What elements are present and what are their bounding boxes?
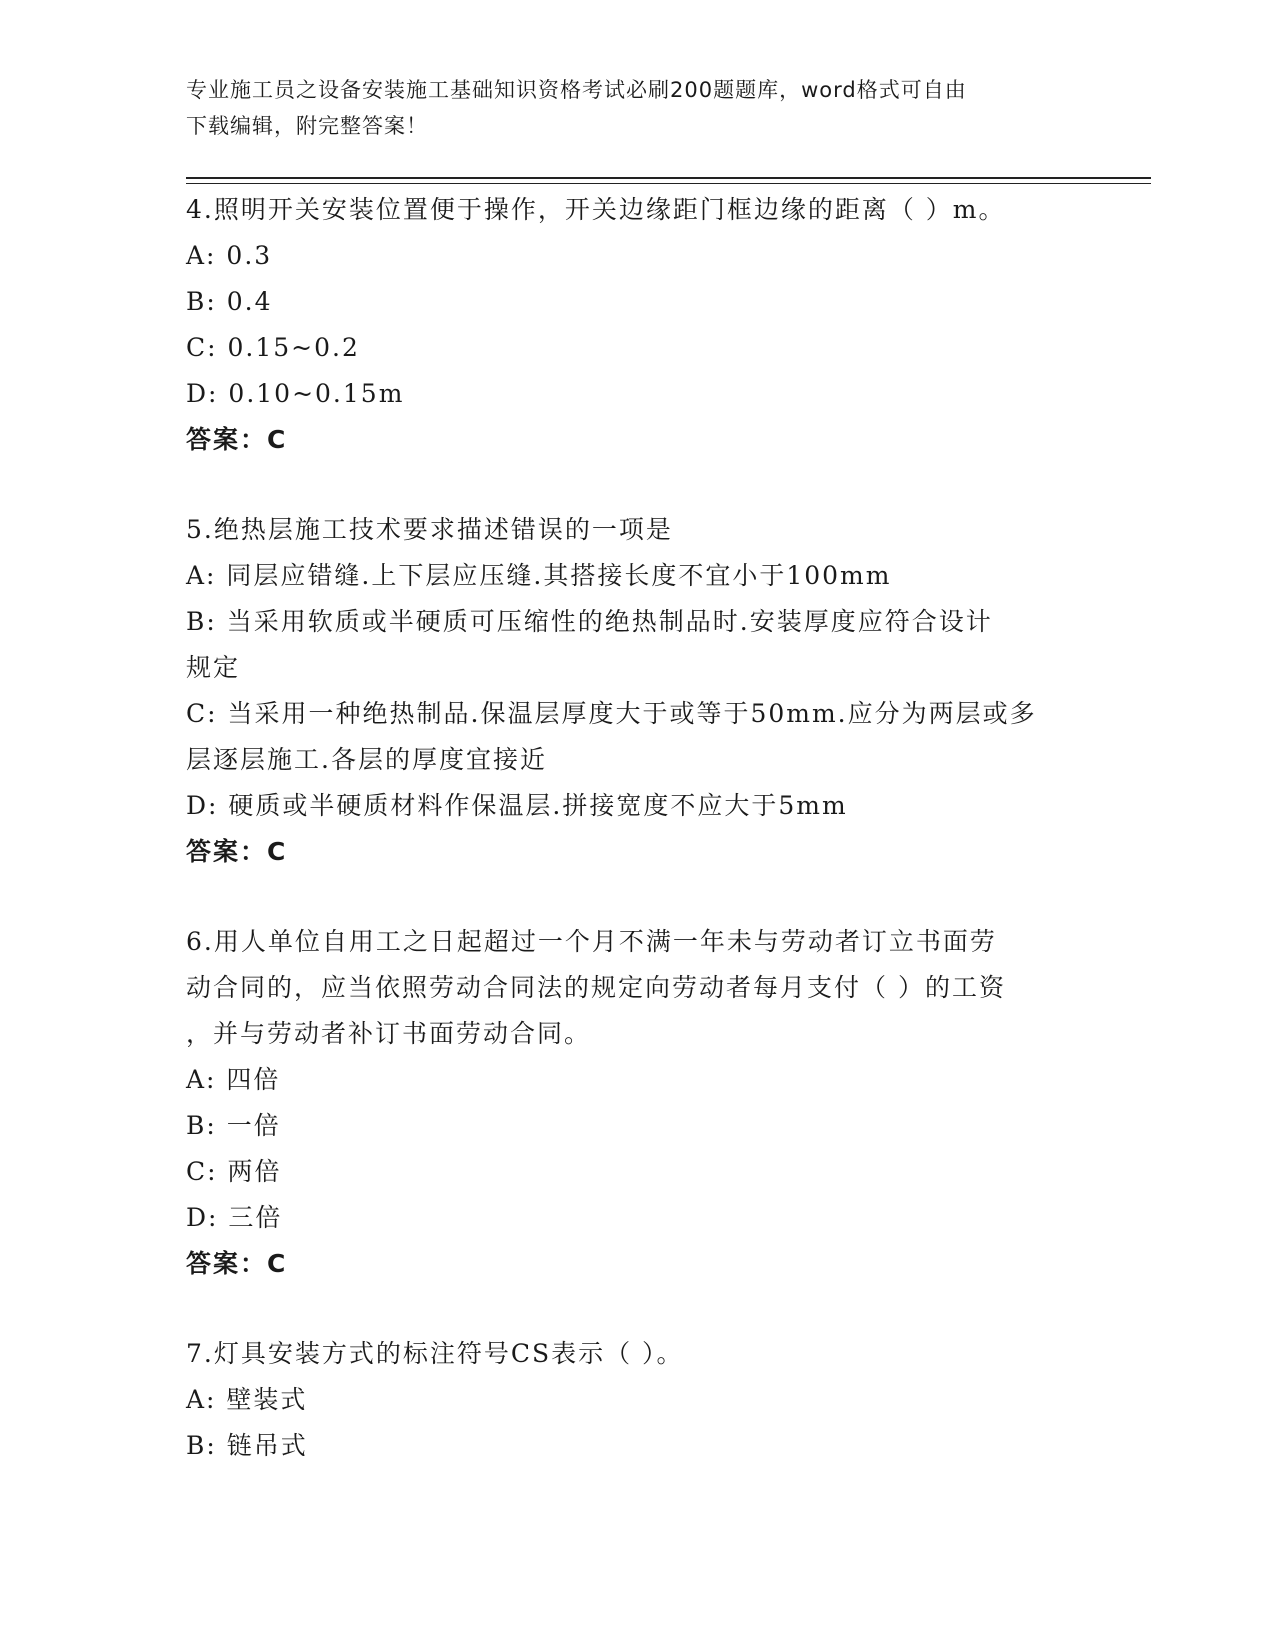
question-stem: 7.灯具安装方式的标注符号CS表示（ ）。 (186, 1339, 684, 1368)
question-block (186, 187, 1086, 463)
answer-line: 答案：C (186, 837, 288, 866)
option-d: D: 硬质或半硬质材料作保温层.拼接宽度不应大于5mm (186, 791, 848, 820)
option-b: B: 当采用软质或半硬质可压缩性的绝热制品时.安装厚度应符合设计 (186, 607, 993, 636)
option-c: C: 两倍 (186, 1157, 282, 1186)
question-list (186, 187, 1086, 1469)
header-divider (186, 177, 1151, 179)
header-line-2: 下载编辑，附完整答案！ (186, 114, 428, 138)
question-stem-continued: ，并与劳动者补订书面劳动合同。 (186, 1019, 592, 1048)
option-c-continued: 层逐层施工.各层的厚度宜接近 (186, 745, 547, 774)
spacer (186, 463, 1086, 507)
option-d: D: 0.10~0.15m (186, 379, 405, 408)
question-block (186, 919, 1086, 1287)
spacer (186, 1287, 1086, 1331)
option-a: A: 0.3 (186, 241, 273, 270)
option-c: C: 当采用一种绝热制品.保温层厚度大于或等于50mm.应分为两层或多 (186, 699, 1037, 728)
answer-line: 答案：C (186, 425, 288, 454)
header-divider-thin (186, 183, 1151, 184)
question-stem-continued: 动合同的，应当依照劳动合同法的规定向劳动者每月支付（ ）的工资 (186, 973, 1006, 1002)
option-c: C: 0.15~0.2 (186, 333, 360, 362)
option-a: A: 壁装式 (186, 1385, 308, 1414)
document-header (186, 72, 1066, 144)
question-stem: 5.绝热层施工技术要求描述错误的一项是 (186, 515, 673, 544)
question-stem: 6.用人单位自用工之日起超过一个月不满一年未与劳动者订立书面劳 (186, 927, 997, 956)
question-block (186, 507, 1086, 875)
spacer (186, 875, 1086, 919)
option-a: A: 同层应错缝.上下层应压缝.其搭接长度不宜小于100mm (186, 561, 892, 590)
question-stem: 4.照明开关安装位置便于操作，开关边缘距门框边缘的距离（ ）m。 (186, 195, 1006, 224)
option-b: B: 链吊式 (186, 1431, 308, 1460)
header-line-1: 专业施工员之设备安装施工基础知识资格考试必刷200题题库，word格式可自由 (186, 78, 967, 102)
option-a: A: 四倍 (186, 1065, 281, 1094)
question-block (186, 1331, 1086, 1469)
option-d: D: 三倍 (186, 1203, 283, 1232)
answer-line: 答案：C (186, 1249, 288, 1278)
option-b: B: 0.4 (186, 287, 273, 316)
option-b: B: 一倍 (186, 1111, 281, 1140)
option-b-continued: 规定 (186, 653, 241, 682)
